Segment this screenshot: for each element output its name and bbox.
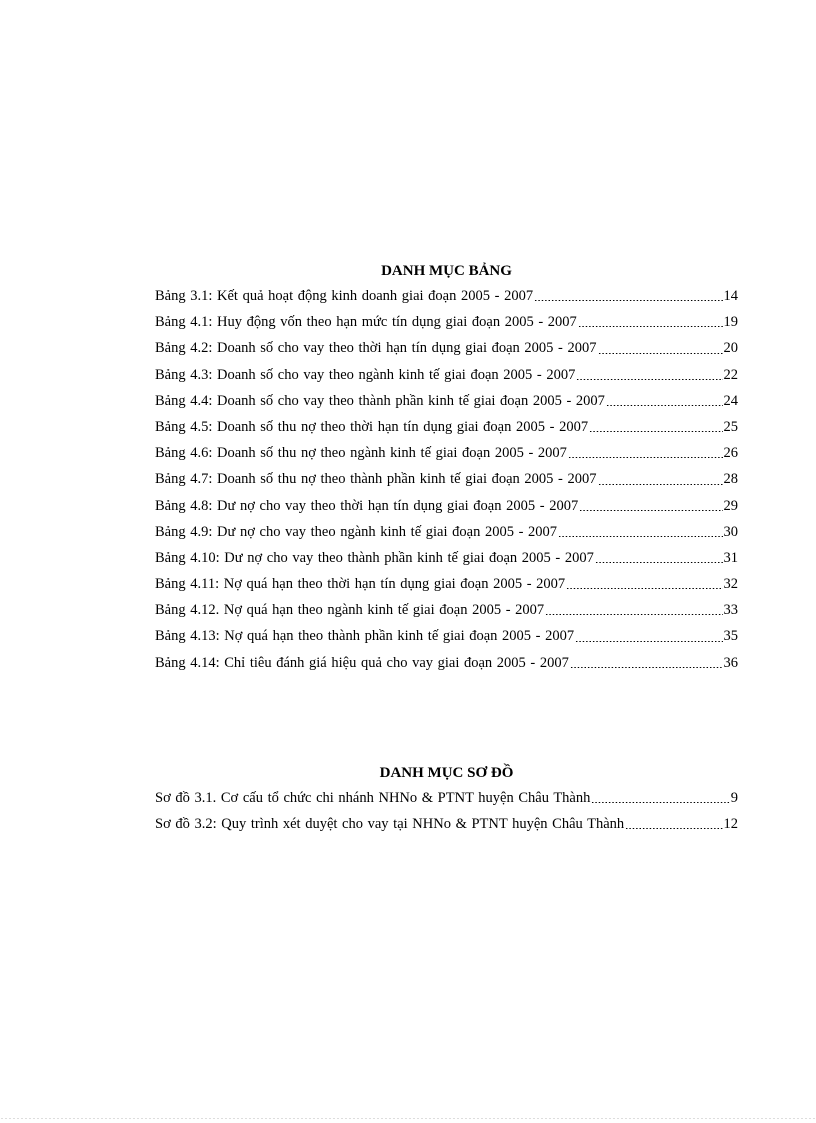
toc-entry-title: Sơ đồ 3.2: Quy trình xét duyệt cho vay tại NHNo & PTNT huyện Châu Thành — [155, 816, 625, 833]
toc-entry[interactable] — [155, 362, 738, 388]
toc-entry[interactable] — [155, 545, 738, 571]
toc-entry-page: 12 — [723, 816, 738, 833]
toc-entry-page: 25 — [723, 418, 738, 435]
toc-entry-page: 36 — [723, 654, 738, 671]
toc-entry-page: 22 — [723, 366, 738, 383]
diagram-list — [155, 785, 738, 837]
toc-entry[interactable] — [155, 493, 738, 519]
dot-leader — [595, 562, 723, 563]
dot-leader — [534, 300, 722, 301]
toc-entry[interactable] — [155, 785, 738, 811]
diagram-list-heading: DANH MỤC SƠ ĐỒ — [379, 765, 514, 781]
toc-entry-title: Bảng 4.3: Doanh số cho vay theo ngành kinh tế giai đoạn 2005 - 2007 — [155, 366, 576, 383]
toc-entry-title: Bảng 4.13: Nợ quá hạn theo thành phần kinh tế giai đoạn 2005 - 2007 — [155, 628, 575, 645]
dot-leader — [589, 431, 722, 432]
toc-entry[interactable] — [155, 466, 738, 492]
table-list — [155, 283, 738, 676]
dot-leader — [576, 379, 722, 380]
dot-leader — [598, 484, 723, 485]
toc-entry-title: Bảng 4.7: Doanh số thu nợ theo thành phần kinh tế giai đoạn 2005 - 2007 — [155, 471, 597, 488]
toc-entry-title: Bảng 4.2: Doanh số cho vay theo thời hạn tín dụng giai đoạn 2005 - 2007 — [155, 340, 597, 357]
dot-leader — [545, 614, 722, 615]
toc-entry[interactable] — [155, 440, 738, 466]
toc-entry-title: Bảng 4.12. Nợ quá hạn theo ngành kinh tế giai đoạn 2005 - 2007 — [155, 602, 545, 619]
toc-entry-page: 33 — [723, 602, 738, 619]
toc-entry-page: 20 — [723, 340, 738, 357]
toc-entry-title: Bảng 3.1: Kết quả hoạt động kinh doanh giai đoạn 2005 - 2007 — [155, 288, 534, 304]
toc-entry[interactable] — [155, 597, 738, 623]
toc-entry-page: 30 — [723, 523, 738, 540]
toc-entry-page: 26 — [723, 445, 738, 462]
toc-entry-page: 29 — [723, 497, 738, 514]
toc-entry-title: Bảng 4.11: Nợ quá hạn theo thời hạn tín dụng giai đoạn 2005 - 2007 — [155, 576, 566, 593]
dot-leader — [591, 802, 729, 803]
toc-entry-title: Bảng 4.1: Huy động vốn theo hạn mức tín dụng giai đoạn 2005 - 2007 — [155, 314, 577, 331]
dot-leader — [606, 405, 723, 406]
toc-entry-page: 35 — [723, 628, 738, 645]
toc-entry[interactable] — [155, 519, 738, 545]
toc-entry[interactable] — [155, 623, 738, 649]
toc-entry-title: Bảng 4.10: Dư nợ cho vay theo thành phần kinh tế giai đoạn 2005 - 2007 — [155, 549, 594, 566]
toc-entry[interactable] — [155, 283, 738, 309]
toc-entry-title: Bảng 4.14: Chỉ tiêu đánh giá hiệu quả cho vay giai đoạn 2005 - 2007 — [155, 654, 569, 671]
toc-entry-page: 32 — [723, 576, 738, 593]
dot-leader — [575, 641, 722, 642]
toc-entry-title: Bảng 4.5: Doanh số thu nợ theo thời hạn tín dụng giai đoạn 2005 - 2007 — [155, 418, 589, 435]
toc-entry[interactable] — [155, 388, 738, 414]
dot-leader — [568, 457, 723, 458]
toc-entry-page: 9 — [730, 790, 738, 806]
table-list-section — [155, 260, 738, 676]
toc-entry[interactable] — [155, 811, 738, 837]
page-bottom-divider — [0, 1118, 816, 1119]
toc-entry-page: 14 — [723, 288, 738, 304]
toc-entry-title: Bảng 4.4: Doanh số cho vay theo thành phần kinh tế giai đoạn 2005 - 2007 — [155, 392, 605, 409]
toc-entry-page: 19 — [723, 314, 738, 331]
table-list-heading: DANH MỤC BẢNG — [381, 263, 512, 279]
dot-leader — [578, 326, 723, 327]
toc-entry[interactable] — [155, 571, 738, 597]
toc-entry[interactable] — [155, 650, 738, 676]
toc-entry-title: Bảng 4.8: Dư nợ cho vay theo thời hạn tín dụng giai đoạn 2005 - 2007 — [155, 497, 579, 514]
diagram-list-section — [155, 762, 738, 837]
dot-leader — [570, 667, 723, 668]
toc-entry-page: 28 — [723, 471, 738, 488]
toc-entry[interactable] — [155, 414, 738, 440]
dot-leader — [558, 536, 722, 537]
dot-leader — [566, 588, 722, 589]
toc-entry-page: 31 — [723, 549, 738, 566]
toc-entry-page: 24 — [723, 392, 738, 409]
toc-entry-title: Sơ đồ 3.1. Cơ cấu tổ chức chi nhánh NHNo & PTNT huyện Châu Thành — [155, 790, 591, 806]
dot-leader — [625, 828, 722, 829]
toc-entry[interactable] — [155, 335, 738, 361]
dot-leader — [579, 510, 722, 511]
toc-entry[interactable] — [155, 309, 738, 335]
toc-entry-title: Bảng 4.6: Doanh số thu nợ theo ngành kinh tế giai đoạn 2005 - 2007 — [155, 445, 567, 462]
dot-leader — [598, 353, 723, 354]
toc-entry-title: Bảng 4.9: Dư nợ cho vay theo ngành kinh tế giai đoạn 2005 - 2007 — [155, 523, 558, 540]
